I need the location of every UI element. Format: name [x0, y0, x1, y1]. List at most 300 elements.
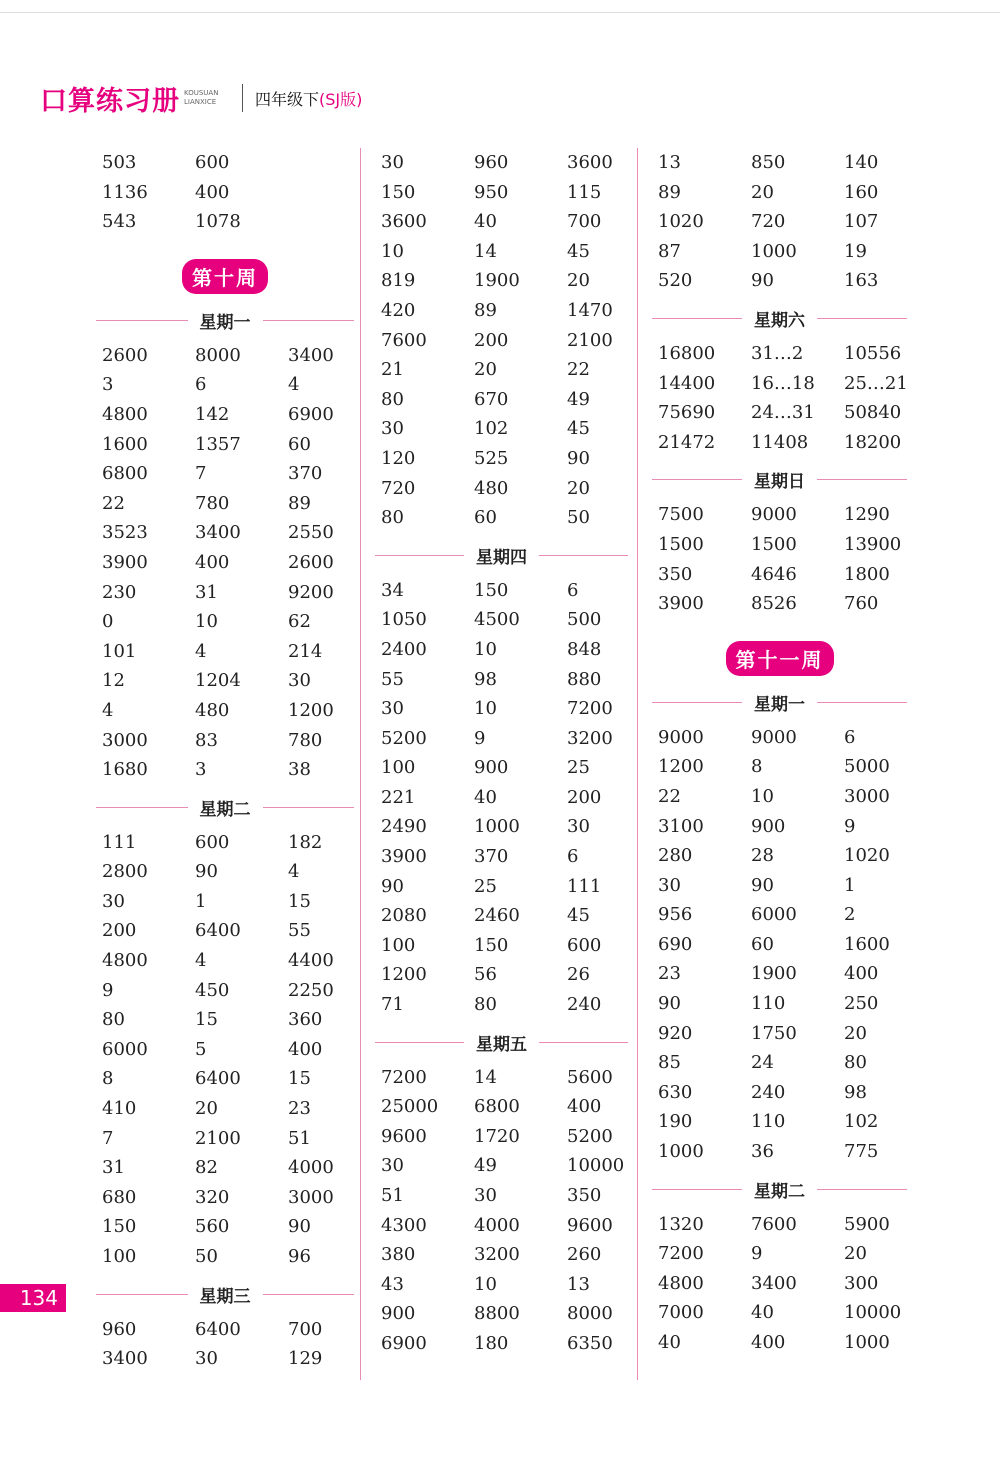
answer-cell: 5	[195, 1038, 207, 1060]
answer-cell: 900	[474, 757, 509, 779]
answer-cell: 111	[102, 831, 137, 853]
answer-cell: 1	[195, 890, 207, 912]
answer-cell: 900	[751, 815, 786, 837]
answer-cell: 13	[567, 1273, 590, 1295]
answer-cell: 50840	[844, 402, 902, 424]
answer-cell: 21	[381, 359, 404, 381]
answer-grid	[96, 341, 354, 785]
answer-cell: 24…31	[751, 402, 815, 424]
answer-cell: 1136	[102, 181, 148, 203]
answer-cell: 4800	[102, 950, 148, 972]
day-label: 星期日	[754, 472, 805, 493]
answer-cell: 9000	[658, 726, 704, 748]
answer-cell: 0	[102, 611, 114, 633]
answer-cell: 950	[474, 181, 509, 203]
answer-cell: 30	[381, 1155, 404, 1177]
week-heading	[96, 259, 354, 294]
answer-cell: 13	[658, 152, 681, 173]
answer-cell: 7600	[751, 1213, 797, 1235]
answer-cell: 110	[751, 993, 786, 1015]
answer-cell: 1680	[102, 759, 148, 781]
answer-cell: 10	[474, 1273, 497, 1295]
answer-cell: 111	[567, 875, 602, 897]
answer-cell: 8	[102, 1068, 114, 1090]
answer-cell: 11408	[751, 431, 809, 453]
answer-cell: 1078	[195, 211, 241, 233]
answer-cell: 21472	[658, 431, 716, 453]
answer-cell: 60	[474, 507, 497, 529]
answer-cell: 45	[567, 418, 590, 440]
answer-cell: 2100	[195, 1127, 241, 1149]
answer-cell: 400	[844, 963, 879, 985]
answer-cell: 780	[195, 492, 230, 514]
answer-cell: 49	[567, 388, 590, 410]
answer-cell: 80	[381, 507, 404, 529]
answer-cell: 30	[474, 1185, 497, 1206]
answer-cell: 4	[288, 861, 300, 883]
answer-cell: 7600	[381, 329, 427, 351]
answer-cell: 1000	[658, 1141, 704, 1163]
answer-cell: 62	[288, 611, 311, 633]
answer-cell: 2490	[381, 816, 427, 838]
answer-cell: 1200	[381, 964, 427, 986]
answer-cell: 16800	[658, 342, 716, 364]
answer-cell: 90	[658, 993, 681, 1015]
answer-cell: 7	[102, 1127, 114, 1149]
answer-cell: 960	[474, 152, 509, 173]
answer-cell: 10556	[844, 342, 902, 364]
answer-cell: 503	[102, 152, 137, 173]
answer-cell: 1500	[658, 533, 704, 555]
answer-cell: 30	[288, 670, 311, 692]
answer-cell: 31	[102, 1157, 125, 1179]
day-label: 星期三	[199, 1286, 251, 1307]
answer-cell: 280	[658, 845, 693, 867]
answer-cell: 30	[102, 890, 125, 912]
answer-cell: 400	[195, 551, 230, 573]
answer-cell: 30	[567, 816, 590, 838]
answer-cell: 22	[102, 492, 125, 514]
answer-cell: 6000	[102, 1038, 148, 1060]
answer-cell: 960	[102, 1318, 137, 1340]
answer-cell: 3000	[844, 785, 890, 807]
answer-cell: 20	[474, 359, 497, 381]
answer-cell: 20	[567, 270, 590, 292]
answer-cell: 19	[844, 240, 867, 262]
answer-cell: 80	[474, 994, 497, 1016]
answer-cell: 60	[288, 433, 311, 455]
answer-cell: 24	[751, 1052, 774, 1074]
answer-cell: 3400	[751, 1272, 797, 1294]
answer-cell: 6	[844, 726, 856, 748]
column-divider	[360, 148, 361, 1380]
answer-cell: 120	[381, 447, 416, 469]
answer-cell: 98	[474, 668, 497, 690]
answer-cell: 260	[567, 1244, 602, 1266]
answer-cell: 7500	[658, 504, 704, 526]
answer-cell: 71	[381, 994, 404, 1016]
answer-cell: 40	[474, 786, 497, 808]
answer-grid	[652, 339, 907, 457]
answer-cell: 360	[288, 1009, 323, 1031]
answer-cell: 15	[288, 1068, 311, 1090]
answer-cell: 2460	[474, 905, 520, 927]
answer-cell: 400	[751, 1332, 786, 1353]
answer-cell: 1900	[751, 963, 797, 985]
answer-cell: 6	[195, 374, 207, 396]
top-rule	[0, 12, 1000, 13]
answer-cell: 630	[658, 1081, 693, 1103]
answer-cell: 300	[844, 1272, 879, 1294]
answer-cell: 30	[381, 152, 404, 173]
answer-cell: 107	[844, 211, 879, 233]
answer-cell: 38	[288, 759, 311, 781]
answer-cell: 1800	[844, 563, 890, 585]
answer-cell: 7200	[658, 1243, 704, 1265]
answer-cell: 1900	[474, 270, 520, 292]
answer-grid	[375, 1063, 628, 1359]
answer-cell: 6000	[751, 904, 797, 926]
answer-cell: 240	[567, 994, 602, 1016]
answer-cell: 80	[102, 1009, 125, 1031]
answer-cell: 400	[567, 1096, 602, 1118]
answer-cell: 100	[102, 1246, 137, 1267]
answer-cell: 520	[658, 270, 693, 292]
answer-cell: 43	[381, 1273, 404, 1295]
answer-cell: 9	[751, 1243, 763, 1265]
answer-cell: 200	[474, 329, 509, 351]
answer-cell: 102	[474, 418, 509, 440]
answer-cell: 40	[474, 211, 497, 233]
answer-cell: 7200	[567, 698, 613, 720]
answer-cell: 3	[102, 374, 114, 396]
answer-cell: 3100	[658, 815, 704, 837]
answer-cell: 20	[195, 1098, 218, 1120]
week-badge: 第十周	[182, 259, 268, 294]
answer-cell: 3	[195, 759, 207, 781]
answer-cell: 50	[195, 1246, 218, 1267]
day-heading	[96, 1282, 354, 1307]
day-heading	[652, 690, 907, 715]
answer-cell: 400	[288, 1038, 323, 1060]
answer-cell: 150	[474, 579, 509, 601]
answer-cell: 140	[844, 152, 879, 173]
answer-cell: 1500	[751, 533, 797, 555]
answer-cell: 98	[844, 1081, 867, 1103]
answer-cell: 15	[195, 1009, 218, 1031]
answer-cell: 101	[102, 640, 137, 662]
answer-grid	[652, 1210, 907, 1358]
answer-cell	[282, 148, 354, 178]
answer-cell: 7	[195, 463, 207, 485]
answer-cell: 40	[751, 1302, 774, 1324]
answer-cell: 1000	[844, 1332, 890, 1353]
answer-cell: 8	[751, 756, 763, 778]
answer-cell: 75690	[658, 402, 716, 424]
answer-cell: 40	[658, 1332, 681, 1353]
answer-cell: 1750	[751, 1022, 797, 1044]
day-label: 星期五	[476, 1034, 527, 1055]
answer-cell: 7200	[381, 1066, 427, 1088]
answer-cell: 4000	[288, 1157, 334, 1179]
answer-cell: 4500	[474, 609, 520, 631]
answer-cell: 14400	[658, 372, 716, 394]
answer-cell: 880	[567, 668, 602, 690]
answer-cell: 102	[844, 1111, 879, 1133]
answer-cell: 10	[381, 240, 404, 262]
answer-cell: 920	[658, 1022, 693, 1044]
answer-cell: 150	[474, 934, 509, 956]
answer-cell: 8000	[567, 1303, 613, 1325]
answer-cell: 31…2	[751, 342, 804, 364]
day-label: 星期六	[754, 310, 805, 331]
answer-cell: 16…18	[751, 372, 815, 394]
answer-cell: 200	[102, 920, 137, 942]
answer-cell: 26	[567, 964, 590, 986]
answer-cell: 3400	[195, 522, 241, 544]
answer-cell: 55	[381, 668, 404, 690]
answer-cell: 23	[658, 963, 681, 985]
answer-cell: 80	[844, 1052, 867, 1074]
answer-cell: 8526	[751, 593, 797, 615]
answer-cell: 160	[844, 181, 879, 203]
answer-cell: 30	[381, 698, 404, 720]
answer-cell: 760	[844, 593, 879, 615]
answer-cell: 87	[658, 240, 681, 262]
answer-cell: 10	[751, 785, 774, 807]
answer-cell: 55	[288, 920, 311, 942]
grade-label: 四年级下	[255, 89, 320, 109]
day-heading	[652, 467, 907, 492]
answer-cell: 25	[474, 875, 497, 897]
answer-cell: 221	[381, 786, 416, 808]
answer-column-2	[375, 148, 628, 1359]
answer-cell: 819	[381, 270, 416, 292]
answer-cell: 190	[658, 1111, 693, 1133]
answer-cell: 56	[474, 964, 497, 986]
answer-cell: 214	[288, 640, 323, 662]
answer-cell: 370	[474, 846, 509, 868]
answer-cell: 775	[844, 1141, 879, 1163]
answer-cell: 9200	[288, 581, 334, 603]
answer-cell: 3900	[658, 593, 704, 615]
week-heading	[652, 641, 907, 676]
answer-cell: 100	[381, 757, 416, 779]
answer-cell: 9600	[567, 1214, 613, 1236]
answer-cell: 4	[102, 699, 114, 721]
answer-cell: 4	[195, 950, 207, 972]
answer-cell: 6900	[381, 1332, 427, 1354]
answer-cell: 9000	[751, 726, 797, 748]
answer-cell: 22	[658, 785, 681, 807]
answer-cell: 600	[567, 934, 602, 956]
answer-cell: 20	[844, 1243, 867, 1265]
answer-cell: 1720	[474, 1125, 520, 1147]
answer-cell: 9	[474, 727, 486, 749]
answer-cell: 31	[195, 581, 218, 603]
answer-grid	[96, 148, 354, 237]
answer-cell: 180	[474, 1332, 509, 1354]
answer-grid	[96, 828, 354, 1272]
answer-cell: 9	[102, 979, 114, 1001]
answer-cell: 3523	[102, 522, 148, 544]
answer-cell: 420	[381, 299, 416, 321]
answer-cell: 370	[288, 463, 323, 485]
answer-cell: 13900	[844, 533, 902, 555]
answer-cell: 51	[381, 1185, 404, 1206]
answer-grid	[375, 148, 628, 533]
answer-cell: 9000	[751, 504, 797, 526]
page-header	[40, 80, 362, 116]
answer-cell: 200	[567, 786, 602, 808]
answer-cell: 4000	[474, 1214, 520, 1236]
answer-grid	[652, 500, 907, 618]
answer-cell: 700	[288, 1318, 323, 1340]
answer-cell: 45	[567, 240, 590, 262]
day-heading	[652, 1177, 907, 1202]
answer-cell: 30	[658, 874, 681, 896]
answer-cell: 85	[658, 1052, 681, 1074]
answer-cell: 350	[658, 563, 693, 585]
book-title-pinyin: KOUSUAN LIANXICE	[184, 89, 219, 106]
answer-cell: 2250	[288, 979, 334, 1001]
answer-cell: 850	[751, 152, 786, 173]
day-label: 星期一	[754, 694, 805, 715]
answer-cell: 1290	[844, 504, 890, 526]
answer-cell: 450	[195, 979, 230, 1001]
answer-cell: 720	[751, 211, 786, 233]
answer-cell: 6900	[288, 403, 334, 425]
answer-cell: 8000	[195, 344, 241, 366]
answer-cell: 2	[844, 904, 856, 926]
answer-cell: 14	[474, 1066, 497, 1088]
answer-cell: 5000	[844, 756, 890, 778]
answer-cell: 51	[288, 1127, 311, 1149]
answer-cell: 5600	[567, 1066, 613, 1088]
answer-grid	[96, 1315, 354, 1374]
answer-cell: 690	[658, 933, 693, 955]
answer-cell: 6350	[567, 1332, 613, 1354]
answer-cell: 89	[474, 299, 497, 321]
answer-cell: 320	[195, 1186, 230, 1208]
answer-cell: 89	[288, 492, 311, 514]
answer-cell: 250	[844, 993, 879, 1015]
answer-cell: 7000	[658, 1302, 704, 1324]
answer-cell: 14	[474, 240, 497, 262]
answer-cell: 1357	[195, 433, 241, 455]
day-label: 星期二	[199, 799, 251, 820]
day-label: 星期四	[476, 547, 527, 568]
answer-cell: 3400	[288, 344, 334, 366]
day-label: 星期二	[754, 1181, 805, 1202]
answer-cell: 28	[751, 845, 774, 867]
answer-cell: 600	[195, 152, 230, 173]
answer-cell: 2550	[288, 522, 334, 544]
answer-cell: 100	[381, 934, 416, 956]
answer-cell: 5200	[567, 1125, 613, 1147]
answer-cell: 150	[102, 1216, 137, 1238]
answer-cell: 480	[195, 699, 230, 721]
answer-cell: 5200	[381, 727, 427, 749]
answer-grid	[652, 723, 907, 1167]
answer-cell: 543	[102, 211, 137, 233]
answer-cell: 4300	[381, 1214, 427, 1236]
answer-cell: 350	[567, 1185, 602, 1206]
answer-cell: 30	[195, 1348, 218, 1370]
answer-column-3	[652, 148, 907, 1358]
answer-cell	[282, 178, 354, 208]
answer-cell: 600	[195, 831, 230, 853]
answer-cell: 3400	[102, 1348, 148, 1370]
answer-cell: 6800	[474, 1096, 520, 1118]
header-divider	[242, 84, 243, 112]
day-heading	[652, 306, 907, 331]
answer-cell: 4	[195, 640, 207, 662]
answer-cell: 12	[102, 670, 125, 692]
answer-cell: 36	[751, 1141, 774, 1163]
answer-cell: 700	[567, 211, 602, 233]
answer-cell: 10	[195, 611, 218, 633]
answer-cell: 1020	[658, 211, 704, 233]
answer-cell: 780	[288, 729, 323, 751]
answer-cell: 10	[474, 638, 497, 660]
answer-cell: 3600	[381, 211, 427, 233]
answer-cell: 20	[844, 1022, 867, 1044]
answer-cell: 6800	[102, 463, 148, 485]
answer-cell: 20	[751, 181, 774, 203]
answer-cell: 240	[751, 1081, 786, 1103]
answer-cell: 90	[381, 875, 404, 897]
answer-cell: 380	[381, 1244, 416, 1266]
answer-cell: 25	[567, 757, 590, 779]
answer-cell: 2600	[102, 344, 148, 366]
answer-cell: 10000	[567, 1155, 625, 1177]
answer-cell: 1200	[288, 699, 334, 721]
answer-cell: 1204	[195, 670, 241, 692]
answer-cell: 1600	[844, 933, 890, 955]
answer-cell: 8800	[474, 1303, 520, 1325]
answer-cell: 1020	[844, 845, 890, 867]
answer-cell: 10000	[844, 1302, 902, 1324]
answer-cell: 1600	[102, 433, 148, 455]
answer-cell: 6400	[195, 1318, 241, 1340]
answer-cell: 670	[474, 388, 509, 410]
answer-cell: 500	[567, 609, 602, 631]
answer-cell: 18200	[844, 431, 902, 453]
answer-cell: 6400	[195, 1068, 241, 1090]
answer-cell: 3900	[381, 846, 427, 868]
answer-cell: 129	[288, 1348, 323, 1370]
edition-label: (SJ版)	[319, 89, 363, 109]
answer-cell: 3200	[474, 1244, 520, 1266]
answer-cell: 9600	[381, 1125, 427, 1147]
page-number: 134	[0, 1284, 66, 1312]
answer-cell: 720	[381, 477, 416, 499]
answer-cell: 900	[381, 1303, 416, 1325]
answer-cell: 182	[288, 831, 323, 853]
answer-cell: 480	[474, 477, 509, 499]
answer-cell: 6400	[195, 920, 241, 942]
answer-cell: 49	[474, 1155, 497, 1177]
answer-cell: 1050	[381, 609, 427, 631]
answer-cell: 5900	[844, 1213, 890, 1235]
answer-cell: 30	[381, 418, 404, 440]
answer-cell: 15	[288, 890, 311, 912]
day-heading	[96, 308, 354, 333]
answer-cell: 680	[102, 1186, 137, 1208]
answer-cell: 2600	[288, 551, 334, 573]
answer-cell: 90	[195, 861, 218, 883]
